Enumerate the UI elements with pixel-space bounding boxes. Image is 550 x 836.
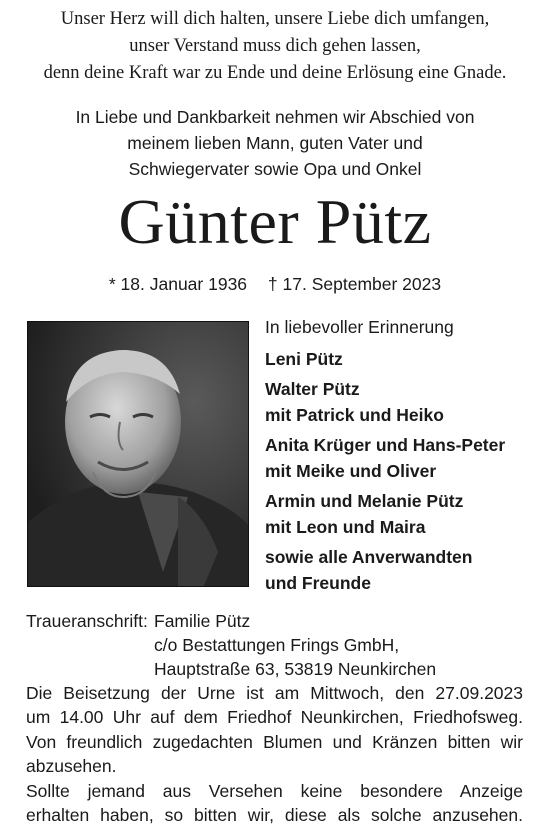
mourning-address <box>26 609 436 681</box>
mourner-line: Anita Krüger und Hans-Peter <box>265 435 506 455</box>
address-line: Hauptstraße 63, 53819 Neunkirchen <box>154 659 437 679</box>
address-row <box>26 633 436 657</box>
address-row <box>26 609 436 633</box>
death-date: † 17. September 2023 <box>267 274 442 294</box>
intro-line: In Liebe und Dankbarkeit nehmen wir Abschied von <box>75 107 475 127</box>
funeral-notice <box>26 681 523 827</box>
portrait-image <box>28 322 249 587</box>
poem-line: unser Verstand muss dich gehen lassen, <box>129 36 421 56</box>
mourners-list <box>265 314 550 600</box>
mourner-line: Leni Pütz <box>265 349 343 369</box>
farewell-intro <box>0 104 550 182</box>
address-line: Familie Pütz <box>154 611 251 631</box>
notice-line: Die Beisetzung der Urne ist am Mittwoch, den 27.09.2023 <box>26 683 523 703</box>
deceased-name: Günter Pütz <box>118 186 432 257</box>
intro-line: meinem lieben Mann, guten Vater und <box>127 133 423 153</box>
intro-line: Schwiegervater sowie Opa und Onkel <box>128 159 422 179</box>
notice-line: Sollte jemand aus Versehen keine besondere Anzeige <box>26 780 523 801</box>
memorial-poem <box>0 6 550 87</box>
notice-line: Von freundlich zugedachten Blumen und Kränzen bitten wir <box>26 731 523 752</box>
mourner-line: Walter Pütz <box>265 379 360 399</box>
mourner-line: und Freunde <box>265 573 371 593</box>
mourner-line: sowie alle Anverwandten <box>265 547 473 567</box>
mourner-line: mit Patrick und Heiko <box>265 405 444 425</box>
birth-date: * 18. Januar 1936 <box>108 274 248 294</box>
notice-line: abzusehen. <box>26 756 117 777</box>
address-label: Traueranschrift: <box>26 611 148 631</box>
mourner-group <box>265 346 550 372</box>
notice-line: um 14.00 Uhr auf dem Friedhof Neunkirchen, Friedhofsweg. <box>26 707 523 728</box>
mourner-group <box>265 432 550 484</box>
mourner-line: Armin und Melanie Pütz <box>265 491 464 511</box>
mourner-line: mit Meike und Oliver <box>265 461 437 481</box>
address-row <box>26 657 436 681</box>
mourner-group <box>265 544 550 596</box>
mourner-line: mit Leon und Maira <box>265 517 426 537</box>
poem-line: Unser Herz will dich halten, unsere Liebe dich umfangen, <box>60 9 490 29</box>
mourners-heading: In liebevoller Erinnerung <box>265 317 454 337</box>
portrait-photo <box>27 321 249 587</box>
life-dates <box>0 272 550 296</box>
notice-line: erhalten haben, so bitten wir, diese als solche anzusehen. <box>26 805 523 826</box>
mourner-group <box>265 488 550 540</box>
address-line: c/o Bestattungen Frings GmbH, <box>154 635 400 655</box>
poem-line: denn deine Kraft war zu Ende und deine Erlösung eine Gnade. <box>43 63 507 83</box>
mourner-group <box>265 376 550 428</box>
